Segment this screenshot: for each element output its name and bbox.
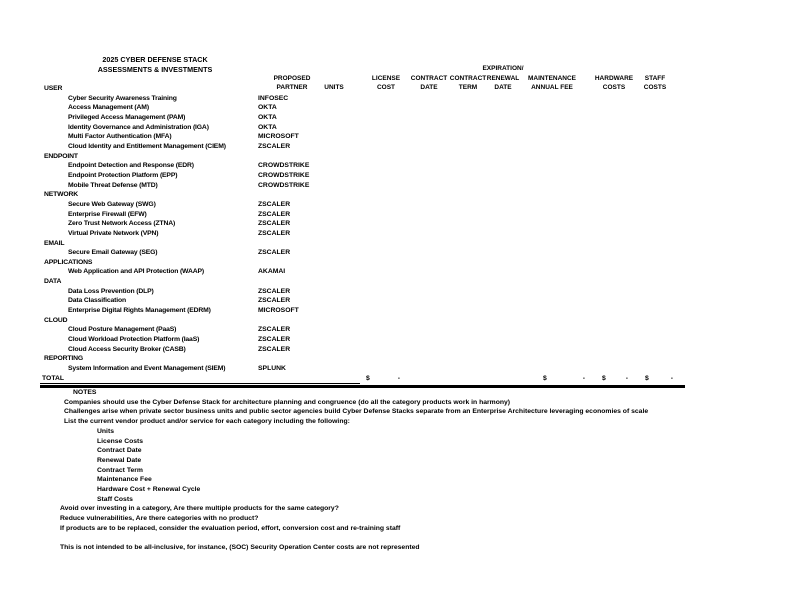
row-partner: ZSCALER xyxy=(258,345,291,353)
row-label: Access Management (AM) xyxy=(68,104,149,112)
notes-paragraphs xyxy=(40,398,648,427)
col-header-contract-date: CONTRACT xyxy=(410,74,448,82)
row-label: ENDPOINT xyxy=(44,152,78,160)
table-row xyxy=(42,354,690,364)
row-partner: ZSCALER xyxy=(258,249,291,257)
row-partner: OKTA xyxy=(258,104,277,112)
row-partner: ZSCALER xyxy=(258,229,291,237)
col-header-license-cost-2: COST xyxy=(376,84,396,91)
notes-checklist-item: Staff Costs xyxy=(97,495,133,503)
table-row xyxy=(42,113,690,123)
total-hardware-costs xyxy=(602,374,628,384)
sheet-title xyxy=(88,55,222,75)
notes-section xyxy=(40,388,648,553)
col-header-staff-costs: STAFF xyxy=(644,74,666,82)
table-row xyxy=(42,287,690,297)
row-partner: ZSCALER xyxy=(258,220,291,228)
col-header-contract-term: CONTRACT xyxy=(449,74,487,82)
col-header-expiration: EXPIRATION/ xyxy=(482,65,524,72)
row-label: Enterprise Digital Rights Management (EDRM) xyxy=(68,307,211,315)
row-partner: AKAMAI xyxy=(258,268,286,276)
table-row xyxy=(42,325,690,335)
row-label: Data Classification xyxy=(68,297,126,305)
row-partner: ZSCALER xyxy=(258,200,291,208)
row-label: APPLICATIONS xyxy=(44,258,93,266)
currency-symbol: $ xyxy=(645,375,649,382)
col-header-proposed-partner-2: PARTNER xyxy=(276,84,308,91)
amount-value: - xyxy=(397,375,400,382)
table-row xyxy=(42,335,690,345)
row-label: Cloud Posture Management (PaaS) xyxy=(68,326,177,334)
row-label: Mobile Threat Defense (MTD) xyxy=(68,181,158,189)
stack-table xyxy=(42,84,690,374)
sheet-title-line2: ASSESSMENTS & INVESTMENTS xyxy=(97,65,213,74)
col-header-renewal-date: RENEWAL xyxy=(486,74,520,82)
row-label: REPORTING xyxy=(44,355,84,363)
amount-value: - xyxy=(582,375,585,382)
table-row xyxy=(42,200,690,210)
table-row xyxy=(42,161,690,171)
notes-checklist-item: Units xyxy=(97,427,114,435)
row-partner: ZSCALER xyxy=(258,210,291,218)
table-row xyxy=(42,248,690,258)
col-header-hardware-costs: HARDWARE xyxy=(594,74,634,82)
col-header-license-cost: LICENSE xyxy=(371,74,401,82)
row-label: Cyber Security Awareness Training xyxy=(68,94,177,102)
total-staff-costs xyxy=(645,374,673,384)
notes-paragraph: Challenges arise when private sector business units and public sector agencies build Cyber Defense Stacks separate from an Enterprise Architecture leveraging economies of scale xyxy=(64,408,649,416)
notes-closing-line: Avoid over investing in a category, Are there multiple products for the same category? xyxy=(60,505,339,513)
col-header-maintenance-fee-2: ANNUAL FEE xyxy=(531,84,573,91)
table-row xyxy=(42,94,690,104)
row-label: Cloud Access Security Broker (CASB) xyxy=(68,345,186,353)
row-label: NETWORK xyxy=(44,191,79,199)
notes-checklist-item: Hardware Cost + Renewal Cycle xyxy=(97,486,201,494)
row-label: Endpoint Detection and Response (EDR) xyxy=(68,162,194,170)
row-partner: OKTA xyxy=(258,123,277,131)
row-partner: OKTA xyxy=(258,113,277,121)
table-row xyxy=(42,132,690,142)
table-row xyxy=(42,364,690,374)
notes-paragraph: Companies should use the Cyber Defense Stack for architecture planning and congruence (do all the category products work in harmony) xyxy=(64,398,511,406)
table-row xyxy=(42,306,690,316)
row-partner: MICROSOFT xyxy=(258,307,299,315)
row-partner: CROWDSTRIKE xyxy=(258,162,310,170)
amount-value: - xyxy=(625,375,628,382)
table-row xyxy=(42,345,690,355)
notes-closing-line xyxy=(40,534,648,544)
currency-symbol: $ xyxy=(366,375,370,382)
row-partner: ZSCALER xyxy=(258,336,291,344)
total-license-cost xyxy=(366,374,400,384)
row-label: Data Loss Prevention (DLP) xyxy=(68,287,154,295)
currency-symbol: $ xyxy=(602,375,606,382)
notes-closing-line: If products are to be replaced, consider the evaluation period, effort, conversion cost and re-training staff xyxy=(60,524,401,532)
row-partner: ZSCALER xyxy=(258,142,291,150)
row-partner: ZSCALER xyxy=(258,326,291,334)
notes-checklist xyxy=(40,427,648,505)
currency-symbol: $ xyxy=(543,375,547,382)
table-row xyxy=(42,103,690,113)
row-label: Endpoint Protection Platform (EPP) xyxy=(68,171,178,179)
table-row xyxy=(42,181,690,191)
col-header-proposed-partner: PROPOSED xyxy=(273,74,311,82)
row-label: Cloud Workload Protection Platform (IaaS) xyxy=(68,336,200,344)
row-label: Enterprise Firewall (EFW) xyxy=(68,210,147,218)
total-label: TOTAL xyxy=(42,375,65,382)
sheet-title-line1: 2025 CYBER DEFENSE STACK xyxy=(102,55,208,64)
row-label: Secure Email Gateway (SEG) xyxy=(68,249,158,257)
table-row xyxy=(42,152,690,162)
row-label: EMAIL xyxy=(44,239,65,247)
row-label: Identity Governance and Administration (IGA) xyxy=(68,123,209,131)
row-partner: CROWDSTRIKE xyxy=(258,181,310,189)
table-row xyxy=(42,229,690,239)
table-row xyxy=(42,239,690,249)
table-row xyxy=(42,277,690,287)
col-header-contract-date-2: DATE xyxy=(420,84,438,91)
row-partner: CROWDSTRIKE xyxy=(258,171,310,179)
col-header-renewal-date-2: DATE xyxy=(494,84,512,91)
table-row xyxy=(42,219,690,229)
amount-value: - xyxy=(670,375,673,382)
notes-heading: NOTES xyxy=(73,389,97,396)
row-label: USER xyxy=(44,85,63,92)
row-label: Privileged Access Management (PAM) xyxy=(68,113,186,121)
total-maintenance-fee xyxy=(543,374,585,384)
row-label: Web Application and API Protection (WAAP) xyxy=(68,268,204,276)
table-row xyxy=(42,142,690,152)
notes-checklist-item: Maintenance Fee xyxy=(97,476,152,484)
table-row xyxy=(42,84,690,94)
row-label: DATA xyxy=(44,278,62,286)
table-row xyxy=(42,190,690,200)
row-partner: ZSCALER xyxy=(258,297,291,305)
notes-paragraph: List the current vendor product and/or service for each category including the following: xyxy=(64,418,350,426)
col-header-maintenance-fee: MAINTENANCE xyxy=(527,74,577,82)
col-header-staff-costs-2: COSTS xyxy=(643,84,667,91)
col-header-hardware-costs-2: COSTS xyxy=(602,84,626,91)
total-row xyxy=(40,374,685,388)
row-label: Zero Trust Network Access (ZTNA) xyxy=(68,220,176,228)
table-row xyxy=(42,267,690,277)
notes-checklist-item: License Costs xyxy=(97,437,144,445)
row-label: System Information and Event Management (SIEM) xyxy=(68,365,226,373)
notes-closing xyxy=(40,504,648,553)
row-partner: INFOSEC xyxy=(258,94,289,102)
notes-checklist-item: Renewal Date xyxy=(97,456,142,464)
row-label: Cloud Identity and Entitlement Management (CIEM) xyxy=(68,142,226,150)
table-row xyxy=(42,296,690,306)
table-row xyxy=(42,171,690,181)
total-underline xyxy=(40,383,360,384)
row-label: Multi Factor Authentication (MFA) xyxy=(68,133,172,141)
row-label: Virtual Private Network (VPN) xyxy=(68,229,159,237)
row-partner: ZSCALER xyxy=(258,287,291,295)
notes-checklist-item: Contract Date xyxy=(97,447,142,455)
row-partner: MICROSOFT xyxy=(258,133,299,141)
row-label: Secure Web Gateway (SWG) xyxy=(68,200,156,208)
table-row xyxy=(42,258,690,268)
row-partner: SPLUNK xyxy=(258,365,286,373)
notes-closing-line: This is not intended to be all-inclusive, for instance, (SOC) Security Operation Center costs are not represented xyxy=(60,544,420,552)
table-row xyxy=(42,316,690,326)
notes-closing-line: Reduce vulnerabilities, Are there categories with no product? xyxy=(60,515,259,523)
col-header-contract-term-2: TERM xyxy=(458,84,478,91)
col-header-units: UNITS xyxy=(324,84,344,91)
notes-checklist-item: Contract Term xyxy=(97,466,143,474)
table-row xyxy=(42,210,690,220)
row-label: CLOUD xyxy=(44,316,68,324)
table-row xyxy=(42,123,690,133)
